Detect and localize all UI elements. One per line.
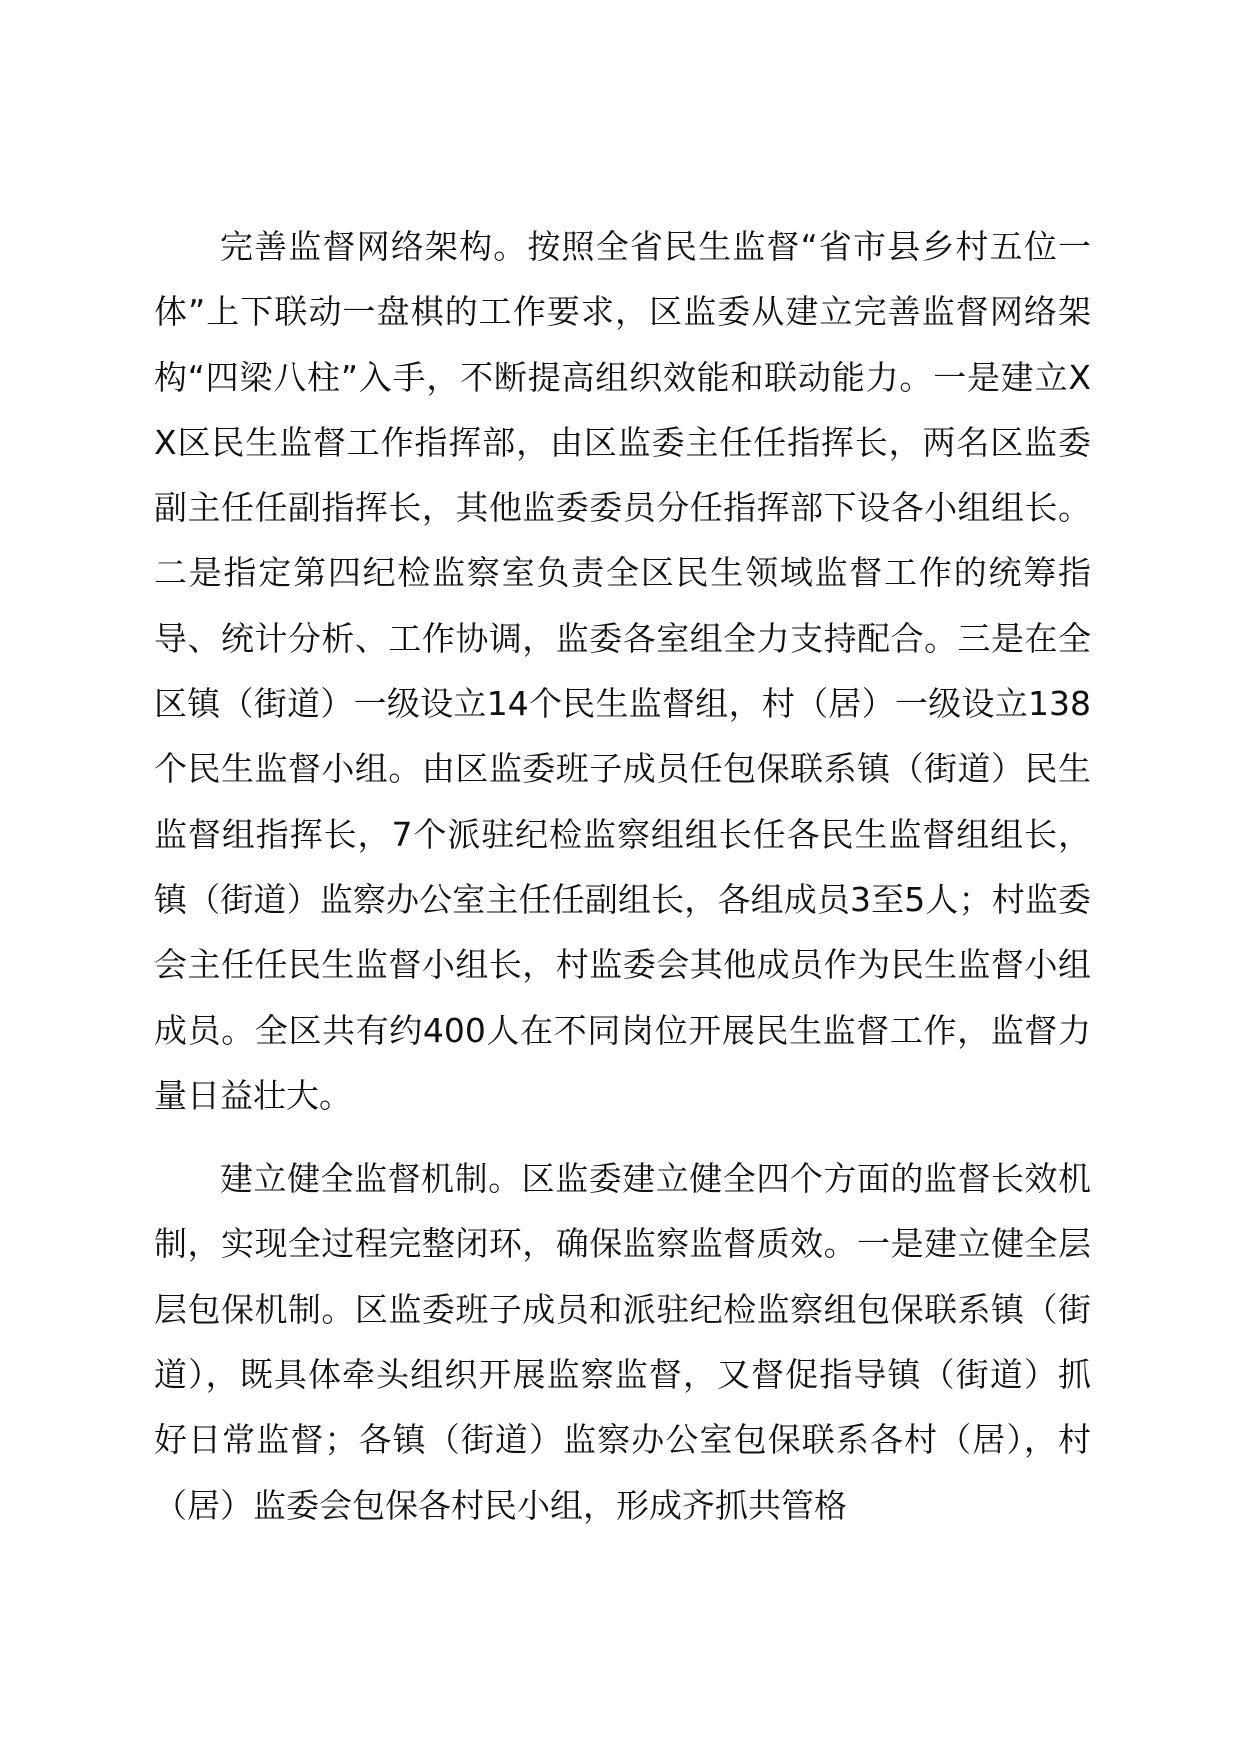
document-body bbox=[154, 214, 1091, 1538]
paragraph-supervision-mechanism: 建立健全监督机制。区监委建立健全四个方面的监督长效机制，实现全过程完整闭环，确保监察监督质效。一是建立健全层层包保机制。区监委班子成员和派驻纪检监察组包保联系镇（街道），既具体牵头组织开展监察监督，又督促指导镇（街道）抓好日常监督；各镇（街道）监察办公室包保联系各村（居），村（居）监委会包保各村民小组，形成齐抓共管格 bbox=[154, 1159, 1091, 1525]
paragraph-network-structure: 完善监督网络架构。按照全省民生监督“省市县乡村五位一体”上下联动一盘棋的工作要求，区监委从建立完善监督网络架构“四梁八柱”入手，不断提高组织效能和联动能力。一是建立XX区民生监督工作指挥部，由区监委主任任指挥长，两名区监委副主任任副指挥长，其他监委委员分任指挥部下设各小组组长。二是指定第四纪检监察室负责全区民生领域监督工作的统筹指导、统计分析、工作协调，监委各室组全力支持配合。三是在全区镇（街道）一级设立14个民生监督组，村（居）一级设立138个民生监督小组。由区监委班子成员任包保联系镇（街道）民生监督组指挥长，7个派驻纪检监察组组长任各民生监督组组长，镇（街道）监察办公室主任任副组长，各组成员3至5人；村监委会主任任民生监督小组长，村监委会其他成员作为民生监督小组成员。全区共有约400人在不同岗位开展民生监督工作，监督力量日益壮大。 bbox=[154, 227, 1091, 1115]
